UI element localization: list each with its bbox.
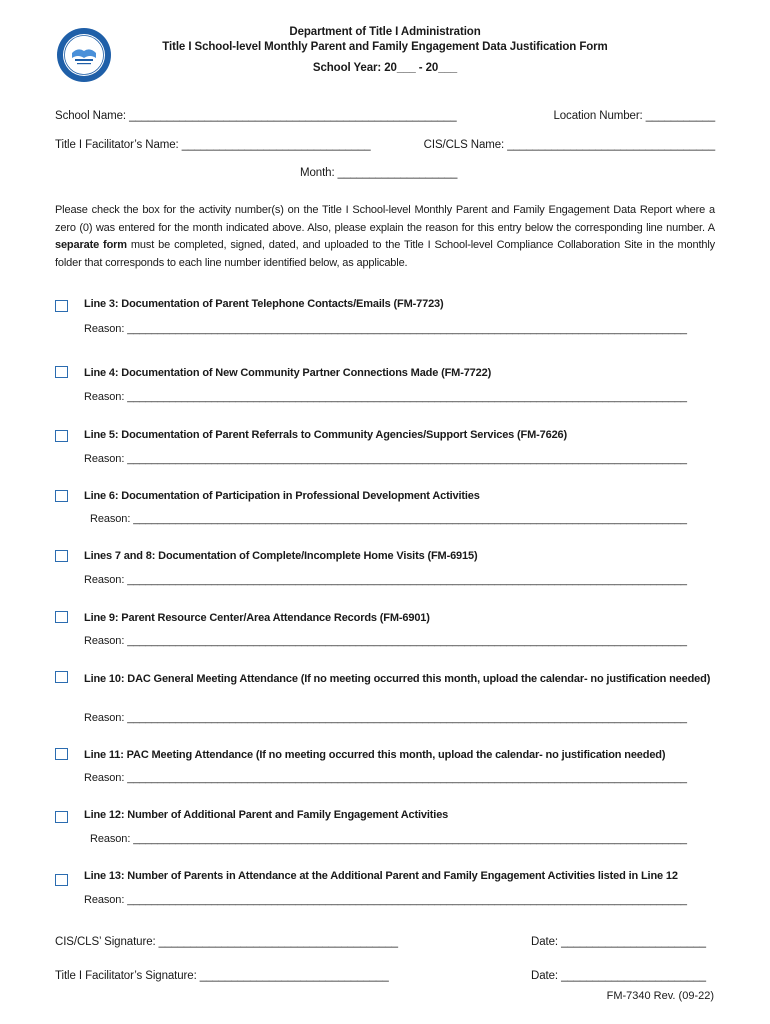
instructions-paragraph bbox=[55, 202, 715, 272]
instructions-bold-text: separate form bbox=[55, 239, 127, 251]
cis-cls-signature-field[interactable]: CIS/CLS’ Signature: ______________________________________ bbox=[55, 936, 398, 948]
facilitator-name-field[interactable]: Title I Facilitator’s Name: ______________________________ bbox=[55, 139, 371, 151]
line-13-checkbox[interactable] bbox=[55, 874, 68, 886]
line-5-reason-field[interactable]: Reason: _____________________________________________________________________________________________ bbox=[84, 453, 687, 465]
line-10-checkbox[interactable] bbox=[55, 671, 68, 683]
form-number: FM-7340 Rev. (09-22) bbox=[606, 990, 714, 1002]
line-5-checkbox[interactable] bbox=[55, 430, 68, 442]
line-3-checkbox[interactable] bbox=[55, 300, 68, 312]
line-4-reason-field[interactable]: Reason: _____________________________________________________________________________________________ bbox=[84, 391, 687, 403]
line-10-reason-field[interactable]: Reason: _____________________________________________________________________________________________ bbox=[84, 712, 687, 724]
line-3-title: Line 3: Documentation of Parent Telephone Contacts/Emails (FM-7723) bbox=[84, 298, 444, 310]
line-4-checkbox[interactable] bbox=[55, 366, 68, 378]
line-10-title: Line 10: DAC General Meeting Attendance (If no meeting occurred this month, upload the calendar- no justification needed) bbox=[84, 673, 711, 685]
line-9-reason-field[interactable]: Reason: _____________________________________________________________________________________________ bbox=[84, 635, 687, 647]
month-field[interactable]: Month: ___________________ bbox=[300, 167, 458, 179]
school-year-field[interactable]: School Year: 20___ - 20___ bbox=[312, 62, 458, 74]
line-12-checkbox[interactable] bbox=[55, 811, 68, 823]
facilitator-signature-field[interactable]: Title I Facilitator’s Signature: ______________________________ bbox=[55, 970, 389, 982]
line-4-title: Line 4: Documentation of New Community Partner Connections Made (FM-7722) bbox=[84, 367, 492, 379]
line-6-title: Line 6: Documentation of Participation in Professional Development Activities bbox=[84, 490, 480, 502]
line-11-title: Line 11: PAC Meeting Attendance (If no meeting occurred this month, upload the calendar- no justification needed) bbox=[84, 749, 666, 761]
cis-cls-date-field[interactable]: Date: _______________________ bbox=[531, 936, 706, 948]
instructions-text-2: must be completed, signed, dated, and uploaded to the Title I School-level Compliance Collaboration Site in the monthly folder that corresponds to each line number identified below, as applicable. bbox=[55, 239, 715, 269]
line-13-title: Line 13: Number of Parents in Attendance at the Additional Parent and Family Engagement Activities listed in Line 12 bbox=[84, 870, 678, 882]
line-12-title: Line 12: Number of Additional Parent and Family Engagement Activities bbox=[84, 809, 449, 821]
lines-7-8-checkbox[interactable] bbox=[55, 550, 68, 562]
line-11-reason-field[interactable]: Reason: _____________________________________________________________________________________________ bbox=[84, 772, 687, 784]
line-9-title: Line 9: Parent Resource Center/Area Attendance Records (FM-6901) bbox=[84, 612, 430, 624]
line-9-checkbox[interactable] bbox=[55, 611, 68, 623]
lines-7-8-reason-field[interactable]: Reason: _____________________________________________________________________________________________ bbox=[84, 574, 687, 586]
line-6-reason-field[interactable]: Reason: ____________________________________________________________________________________________ bbox=[90, 513, 687, 525]
form-title: Title I School-level Monthly Parent and Family Engagement Data Justification Form bbox=[162, 41, 608, 53]
line-11-checkbox[interactable] bbox=[55, 748, 68, 760]
department-title: Department of Title I Administration bbox=[289, 26, 481, 38]
instructions-text-1: Please check the box for the activity number(s) on the Title I School-level Monthly Parent and Family Engagement Data Report where a zero (0) was entered for the month indicated above. Also, please explain the reason for this entry below the corresponding line number. A bbox=[55, 204, 715, 234]
location-number-field[interactable]: Location Number: ___________ bbox=[553, 110, 715, 122]
lines-7-8-title: Lines 7 and 8: Documentation of Complete/Incomplete Home Visits (FM-6915) bbox=[84, 550, 478, 562]
line-6-checkbox[interactable] bbox=[55, 490, 68, 502]
cis-cls-name-field[interactable]: CIS/CLS Name: _________________________________ bbox=[423, 139, 715, 151]
line-12-reason-field[interactable]: Reason: ____________________________________________________________________________________________ bbox=[90, 833, 687, 845]
school-name-field[interactable]: School Name: ____________________________________________________ bbox=[55, 110, 457, 122]
line-5-title: Line 5: Documentation of Parent Referrals to Community Agencies/Support Services (FM-7626) bbox=[84, 429, 568, 441]
line-13-reason-field[interactable]: Reason: _____________________________________________________________________________________________ bbox=[84, 894, 687, 906]
form-header bbox=[0, 25, 770, 76]
facilitator-date-field[interactable]: Date: _______________________ bbox=[531, 970, 706, 982]
line-3-reason-field[interactable]: Reason: _____________________________________________________________________________________________ bbox=[84, 323, 687, 335]
